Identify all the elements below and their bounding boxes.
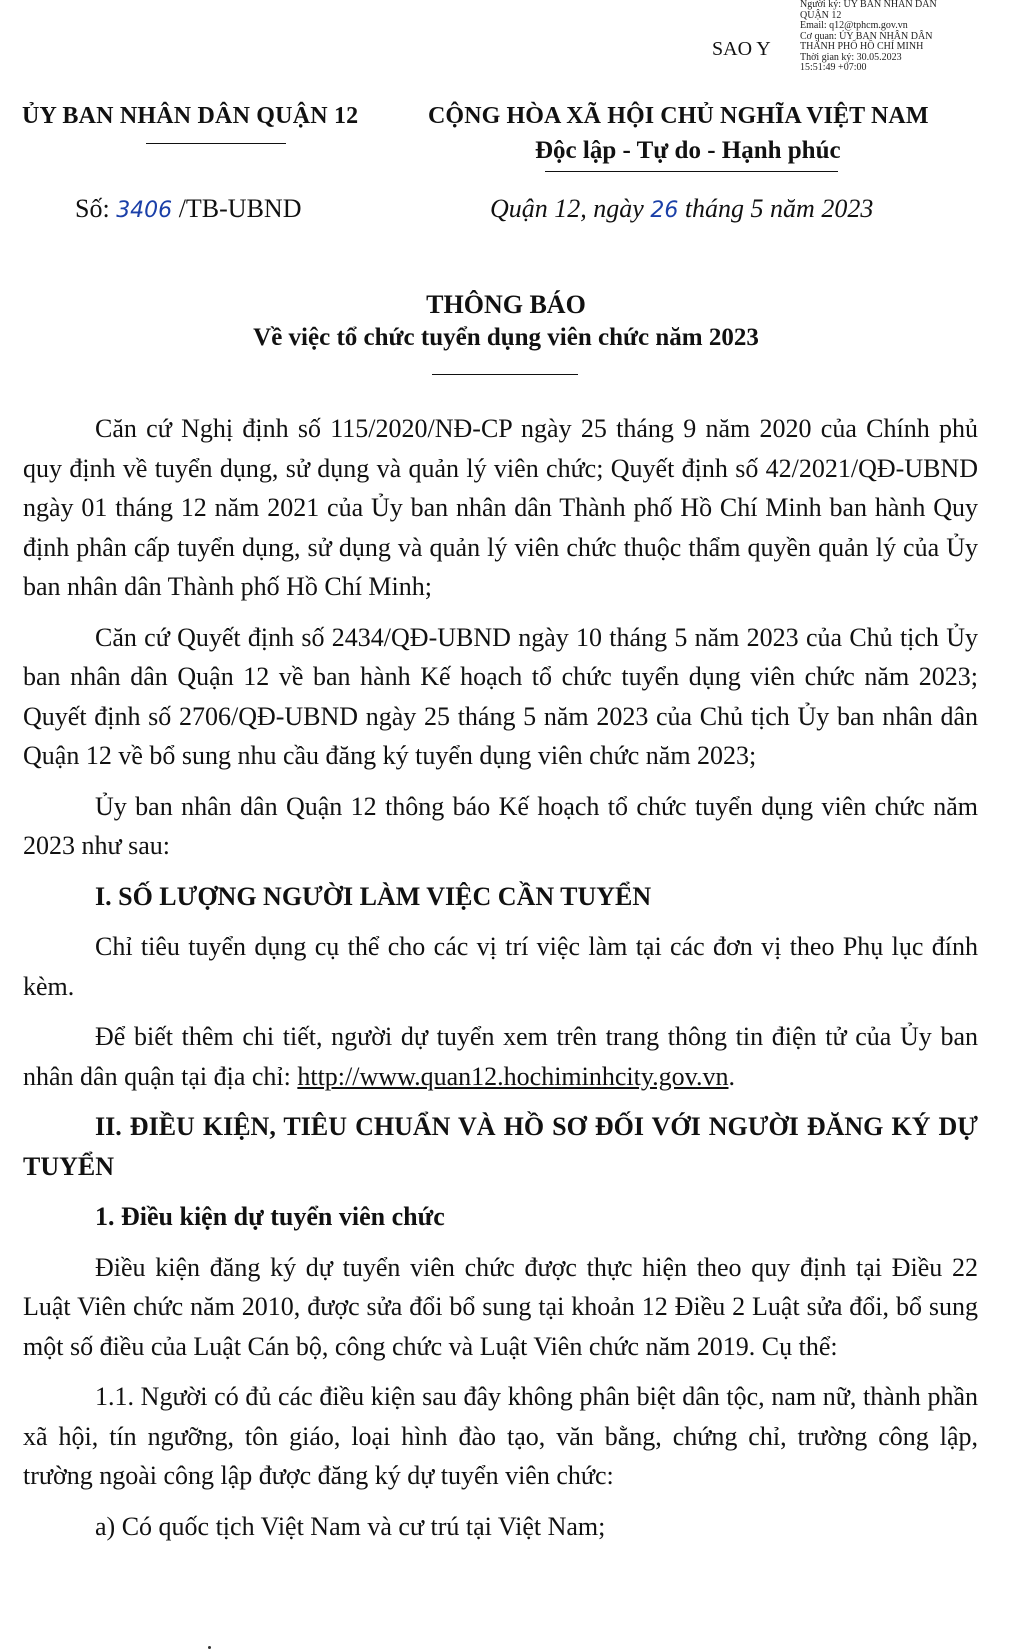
subsection-heading: 1. Điều kiện dự tuyển viên chức (95, 1202, 445, 1231)
document-number (75, 194, 301, 224)
date-suffix: tháng 5 năm 2023 (678, 194, 874, 223)
website-link[interactable]: http://www.quan12.hochiminhcity.gov.vn (297, 1061, 729, 1091)
digital-signature-block (800, 0, 1005, 74)
page-speck (208, 1646, 211, 1649)
paragraph: 1.1. Người có đủ các điều kiện sau đây không phân biệt dân tộc, nam nữ, thành phần xã hội, tín ngưỡng, tôn giáo, loại hình đào tạo, văn bằng, chứng chỉ, trường công lập, trường ngoài công lập được đăng ký dự tuyển viên chức: (23, 1382, 978, 1490)
paragraph: Chỉ tiêu tuyển dụng cụ thể cho các vị trí việc làm tại các đơn vị theo Phụ lục đính kèm. (23, 932, 978, 1001)
title-underline (432, 374, 578, 375)
section-heading: II. ĐIỀU KIỆN, TIÊU CHUẨN VÀ HỒ SƠ ĐỐI VỚI NGƯỜI ĐĂNG KÝ DỰ TUYỂN (23, 1112, 978, 1181)
paragraph-end: . (728, 1061, 735, 1091)
copy-mark: SAO Y (712, 38, 771, 60)
paragraph: Điều kiện đăng ký dự tuyển viên chức được thực hiện theo quy định tại Điều 22 Luật Viên chức năm 2010, được sửa đổi bổ sung tại khoản 12 Điều 2 Luật sửa đổi, bổ sung một số điều của Luật Cán bộ, công chức và Luật Viên chức năm 2019. Cụ thể: (23, 1252, 978, 1361)
signature-line: Cơ quan: ỦY BAN NHÂN DÂN (800, 30, 933, 42)
document-subtitle: Về việc tổ chức tuyển dụng viên chức năm 2023 (253, 324, 759, 351)
doc-number-suffix: /TB-UBND (172, 194, 302, 223)
signature-line: Người ký: ỦY BAN NHÂN DÂN (800, 0, 937, 10)
paragraph: a) Có quốc tịch Việt Nam và cư trú tại Việt Nam; (95, 1511, 606, 1541)
handwritten-day: 26 (650, 198, 679, 223)
national-title: CỘNG HÒA XÃ HỘI CHỦ NGHĨA VIỆT NAM (428, 103, 929, 129)
doc-number-prefix: Số: (75, 194, 117, 223)
signature-line: THÀNH PHỐ HỒ CHÍ MINH (800, 41, 924, 52)
document-body (23, 409, 978, 1557)
signature-line: 15:51:49 +07:00 (800, 62, 867, 73)
issuing-agency: ỦY BAN NHÂN DÂN QUẬN 12 (22, 103, 359, 129)
paragraph: Ủy ban nhân dân Quận 12 thông báo Kế hoạch tổ chức tuyển dụng viên chức năm 2023 như sau: (23, 791, 978, 860)
signature-line: Email: q12@tphcm.gov.vn (800, 20, 908, 31)
paragraph: Căn cứ Quyết định số 2434/QĐ-UBND ngày 10 tháng 5 năm 2023 của Chủ tịch Ủy ban nhân dân Quận 12 về ban hành Kế hoạch tổ chức tuyển dụng viên chức năm 2023; Quyết định số 2706/QĐ-UBND ngày 25 tháng 5 năm 2023 của Chủ tịch Ủy ban nhân dân Quận 12 về bổ sung nhu cầu đăng ký tuyển dụng viên chức năm 2023; (23, 622, 978, 770)
paragraph-with-link (23, 1017, 978, 1096)
handwritten-doc-number: 3406 (116, 198, 173, 223)
signature-line: Thời gian ký: 30.05.2023 (800, 51, 902, 63)
signature-line: QUẬN 12 (800, 9, 842, 21)
national-motto: Độc lập - Tự do - Hạnh phúc (535, 137, 841, 164)
section-heading: I. SỐ LƯỢNG NGƯỜI LÀM VIỆC CẦN TUYỂN (95, 881, 652, 911)
motto-underline (545, 171, 838, 172)
agency-underline (146, 143, 286, 144)
paragraph: Căn cứ Nghị định số 115/2020/NĐ-CP ngày 25 tháng 9 năm 2020 của Chính phủ quy định về tuyển dụng, sử dụng và quản lý viên chức; Quyết định số 42/2021/QĐ-UBND ngày 01 tháng 12 năm 2021 của Ủy ban nhân dân Thành phố Hồ Chí Minh ban hành Quy định phân cấp tuyển dụng, sử dụng và quản lý viên chức thuộc thẩm quyền quản lý của Ủy ban nhân dân Thành phố Hồ Chí Minh; (23, 414, 978, 601)
paragraph-text: Để biết thêm chi tiết, người dự tuyển xem trên trang thông tin điện tử của Ủy ban nhân dân quận tại địa chỉ: (23, 1022, 978, 1091)
date-prefix: Quận 12, ngày (490, 194, 651, 223)
document-date (490, 194, 873, 224)
document-title: THÔNG BÁO (426, 290, 586, 319)
